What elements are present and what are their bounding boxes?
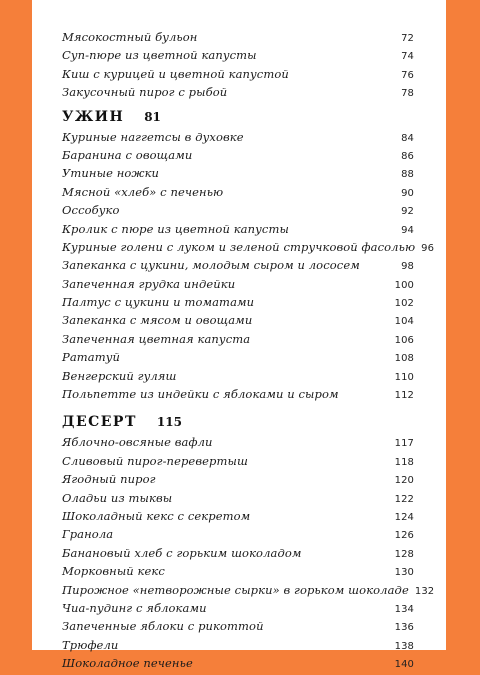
entry-page-number: 138 <box>394 640 414 652</box>
entry-title: Ягодный пирог <box>62 472 156 487</box>
entry-title: Гранола <box>62 527 114 542</box>
toc-entry <box>62 222 414 240</box>
toc-entry <box>62 601 414 619</box>
section-page-number: 115 <box>156 415 182 430</box>
entry-page-number: 110 <box>394 371 414 383</box>
entry-title: Оссобуко <box>62 203 120 218</box>
entry-title: Запеченная цветная капуста <box>62 331 251 346</box>
toc-entry <box>62 258 414 276</box>
entry-page-number: 136 <box>394 622 414 634</box>
entry-title: Оладьи из тыквы <box>62 490 173 505</box>
entry-page-number: 86 <box>401 150 414 162</box>
section-page-number: 81 <box>144 109 161 124</box>
toc-entry <box>62 350 414 368</box>
toc-entry <box>62 491 414 509</box>
section-title: УЖИН <box>62 108 125 125</box>
entry-page-number: 92 <box>401 206 414 218</box>
entry-title: Мясокостный бульон <box>62 30 198 44</box>
entry-page-number: 88 <box>401 169 414 181</box>
toc-entry <box>62 67 414 85</box>
entry-title: Пирожное «нетворожные сырки» в горьком шоколаде <box>62 582 409 597</box>
entry-title: Морковный кекс <box>62 564 165 579</box>
intro-list <box>62 30 414 104</box>
entry-title: Венгерский гуляш <box>62 368 177 383</box>
entry-title: Запеканка с цукини, молодым сыром и лососем <box>62 258 360 273</box>
toc-entry <box>62 509 414 527</box>
dessert-list <box>62 435 435 674</box>
entry-page-number: 76 <box>401 69 414 81</box>
toc-entry <box>62 638 414 656</box>
toc-entry <box>62 454 414 472</box>
toc-entry <box>62 148 414 166</box>
toc-entry <box>62 472 414 490</box>
toc-entry <box>62 239 435 258</box>
entry-page-number: 124 <box>394 511 414 523</box>
toc-entry <box>62 203 414 221</box>
entry-title: Запеканка с мясом и овощами <box>62 313 253 328</box>
entry-page-number: 74 <box>401 51 414 63</box>
entry-page-number: 112 <box>394 390 414 402</box>
entry-page-number: 100 <box>394 279 414 291</box>
entry-title: Баранина с овощами <box>62 147 193 162</box>
entry-title: Утиные ножки <box>62 166 160 181</box>
toc-entry <box>62 527 414 545</box>
entry-page-number: 122 <box>394 493 414 505</box>
section-title: ДЕСЕРТ <box>62 414 137 431</box>
toc-entry <box>62 369 414 387</box>
toc-entry <box>62 166 414 184</box>
toc-entry <box>62 656 414 674</box>
toc-entry <box>62 85 414 103</box>
entry-title: Банановый хлеб с горьким шоколадом <box>62 545 302 560</box>
table-of-contents <box>62 30 435 675</box>
entry-page-number: 108 <box>394 353 414 365</box>
entry-title: Запеченные яблоки с рикоттой <box>62 619 264 634</box>
entry-page-number: 104 <box>394 316 414 328</box>
toc-entry <box>62 387 414 405</box>
toc-entry <box>62 546 414 564</box>
entry-title: Куриные голени с луком и зеленой стручковой фасолью <box>62 239 416 254</box>
toc-entry <box>62 130 414 148</box>
entry-page-number: 117 <box>394 438 414 450</box>
entry-title: Рататуй <box>62 350 121 365</box>
entry-page-number: 134 <box>394 603 414 615</box>
toc-entry <box>62 295 414 313</box>
entry-page-number: 96 <box>421 242 435 254</box>
toc-entry <box>62 277 414 295</box>
entry-page-number: 106 <box>394 334 414 346</box>
toc-entry <box>62 48 414 66</box>
entry-title: Запеченная грудка индейки <box>62 276 236 291</box>
entry-page-number: 78 <box>401 88 414 100</box>
entry-title: Закусочный пирог с рыбой <box>62 85 228 100</box>
entry-page-number: 130 <box>394 567 414 579</box>
toc-entry <box>62 582 435 601</box>
toc-entry <box>62 332 414 350</box>
toc-entry <box>62 619 414 637</box>
toc-entry <box>62 435 414 453</box>
entry-title: Сливовый пирог-перевертыш <box>62 453 248 468</box>
toc-entry <box>62 30 414 48</box>
entry-title: Трюфели <box>62 637 119 652</box>
toc-entry <box>62 313 414 331</box>
entry-page-number: 98 <box>401 261 414 273</box>
toc-entry <box>62 564 414 582</box>
entry-page-number: 102 <box>394 298 414 310</box>
entry-page-number: 132 <box>414 585 435 597</box>
entry-title: Суп-пюре из цветной капусты <box>62 48 257 63</box>
entry-title: Польпетте из индейки с яблоками и сыром <box>62 387 339 402</box>
dinner-list <box>62 129 435 406</box>
section-heading-dinner <box>62 104 414 130</box>
entry-title: Шоколадное печенье <box>62 656 193 671</box>
entry-title: Куриные наггетсы в духовке <box>62 129 244 144</box>
entry-page-number: 84 <box>401 132 414 144</box>
entry-page-number: 126 <box>394 530 414 542</box>
entry-page-number: 120 <box>394 475 414 487</box>
entry-page-number: 128 <box>394 548 414 560</box>
entry-title: Мясной «хлеб» с печенью <box>62 184 224 199</box>
entry-page-number: 72 <box>401 33 414 44</box>
entry-title: Чиа-пудинг с яблоками <box>62 600 207 615</box>
entry-page-number: 118 <box>394 456 414 468</box>
entry-page-number: 90 <box>401 187 414 199</box>
entry-title: Шоколадный кекс с секретом <box>62 508 251 523</box>
entry-title: Палтус с цукини и томатами <box>62 295 255 310</box>
toc-entry <box>62 185 414 203</box>
entry-title: Киш с курицей и цветной капустой <box>62 66 289 81</box>
entry-title: Яблочно-овсяные вафли <box>62 435 213 450</box>
book-page <box>32 0 446 671</box>
entry-title: Кролик с пюре из цветной капусты <box>62 221 289 236</box>
entry-page-number: 140 <box>394 659 414 671</box>
section-heading-dessert <box>62 409 414 435</box>
entry-page-number: 94 <box>401 224 414 236</box>
